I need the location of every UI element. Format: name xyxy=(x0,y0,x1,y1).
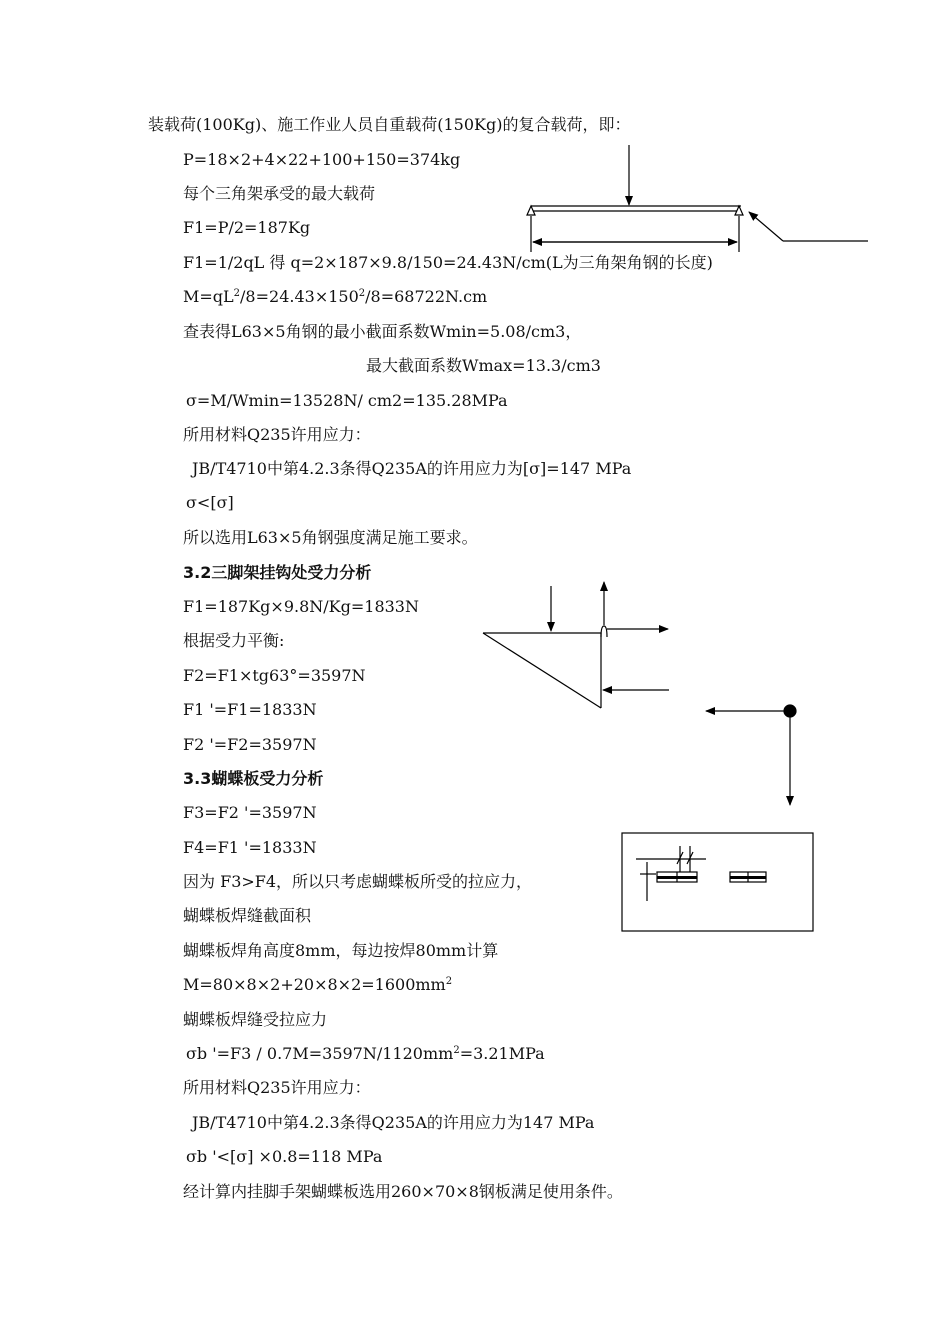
text-line: 装载荷(100Kg)、施工作业人员自重载荷(150Kg)的复合载荷，即： xyxy=(148,115,631,134)
text-line: 所用材料Q235许用应力： xyxy=(183,1078,371,1097)
text-line: 根据受力平衡: xyxy=(183,631,285,650)
text-line: 所以选用L63×5角钢强度满足施工要求。 xyxy=(183,528,478,547)
point-force-diagram xyxy=(706,705,796,805)
formula-sigma: σ=M/Wmin=13528N/ cm2=135.28MPa xyxy=(186,391,508,410)
formula-f1: F1=P/2=187Kg xyxy=(183,218,311,237)
formula-f1: F1=187Kg×9.8N/Kg=1833N xyxy=(183,597,419,616)
text-line: 最大截面系数Wmax=13.3/cm3 xyxy=(366,356,601,375)
section-heading-3-3: 3.3蝴蝶板受力分析 xyxy=(183,769,324,788)
formula-p: P=18×2+4×22+100+150=374kg xyxy=(183,150,461,169)
text-line: 蝴蝶板焊缝截面积 xyxy=(183,906,312,925)
butterfly-plate-diagram xyxy=(622,833,813,931)
text-line: 查表得L63×5角钢的最小截面系数Wmin=5.08/cm3， xyxy=(183,322,582,341)
formula-q: F1=1/2qL 得 q=2×187×9.8/150=24.43N/cm(L为三角架角钢的长度) xyxy=(183,253,713,272)
text-line: JB/T4710中第4.2.3条得Q235A的许用应力为[σ]=147 MPa xyxy=(192,459,632,478)
text-line: 蝴蝶板焊角高度8mm，每边按焊80mm计算 xyxy=(183,941,499,960)
formula-area: $M=80\times 8\times 2+20\times 8\times 2=1600mm^2$ xyxy=(183,975,453,994)
text-line: 因为 F3>F4，所以只考虑蝴蝶板所受的拉应力， xyxy=(183,872,533,891)
formula-f4: F4=F1 '=1833N xyxy=(183,838,317,857)
hook-force-diagram xyxy=(483,582,669,708)
formula-sigma-b: σb '$=F3 / 0.7M=3597N/1120mm^2=3.21MPa$ xyxy=(186,1044,545,1063)
section-heading-3-2: 3.2三脚架挂钩处受力分析 xyxy=(183,563,372,582)
formula-m: $M=qL^2/8=24.43\times 150^2/8=68722N.cm$ xyxy=(183,287,488,306)
formula-f2-prime: F2 '=F2=3597N xyxy=(183,735,317,754)
formula-f1-prime: F1 '=F1=1833N xyxy=(183,700,317,719)
formula-f3: F3=F2 '=3597N xyxy=(183,803,317,822)
beam-load-diagram xyxy=(527,145,868,252)
text-line: JB/T4710中第4.2.3条得Q235A的许用应力为147 MPa xyxy=(192,1113,595,1132)
formula-compare: σ<[σ] xyxy=(186,493,234,512)
text-line: 每个三角架承受的最大载荷 xyxy=(183,184,376,203)
formula-compare-b: σb '<[σ] ×0.8=118 MPa xyxy=(186,1147,383,1166)
formula-f2: F2=F1×tg63°=3597N xyxy=(183,666,366,685)
text-line: 经计算内挂脚手架蝴蝶板选用260×70×8钢板满足使用条件。 xyxy=(183,1182,623,1201)
text-line: 蝴蝶板焊缝受拉应力 xyxy=(183,1010,328,1029)
text-line: 所用材料Q235许用应力： xyxy=(183,425,371,444)
